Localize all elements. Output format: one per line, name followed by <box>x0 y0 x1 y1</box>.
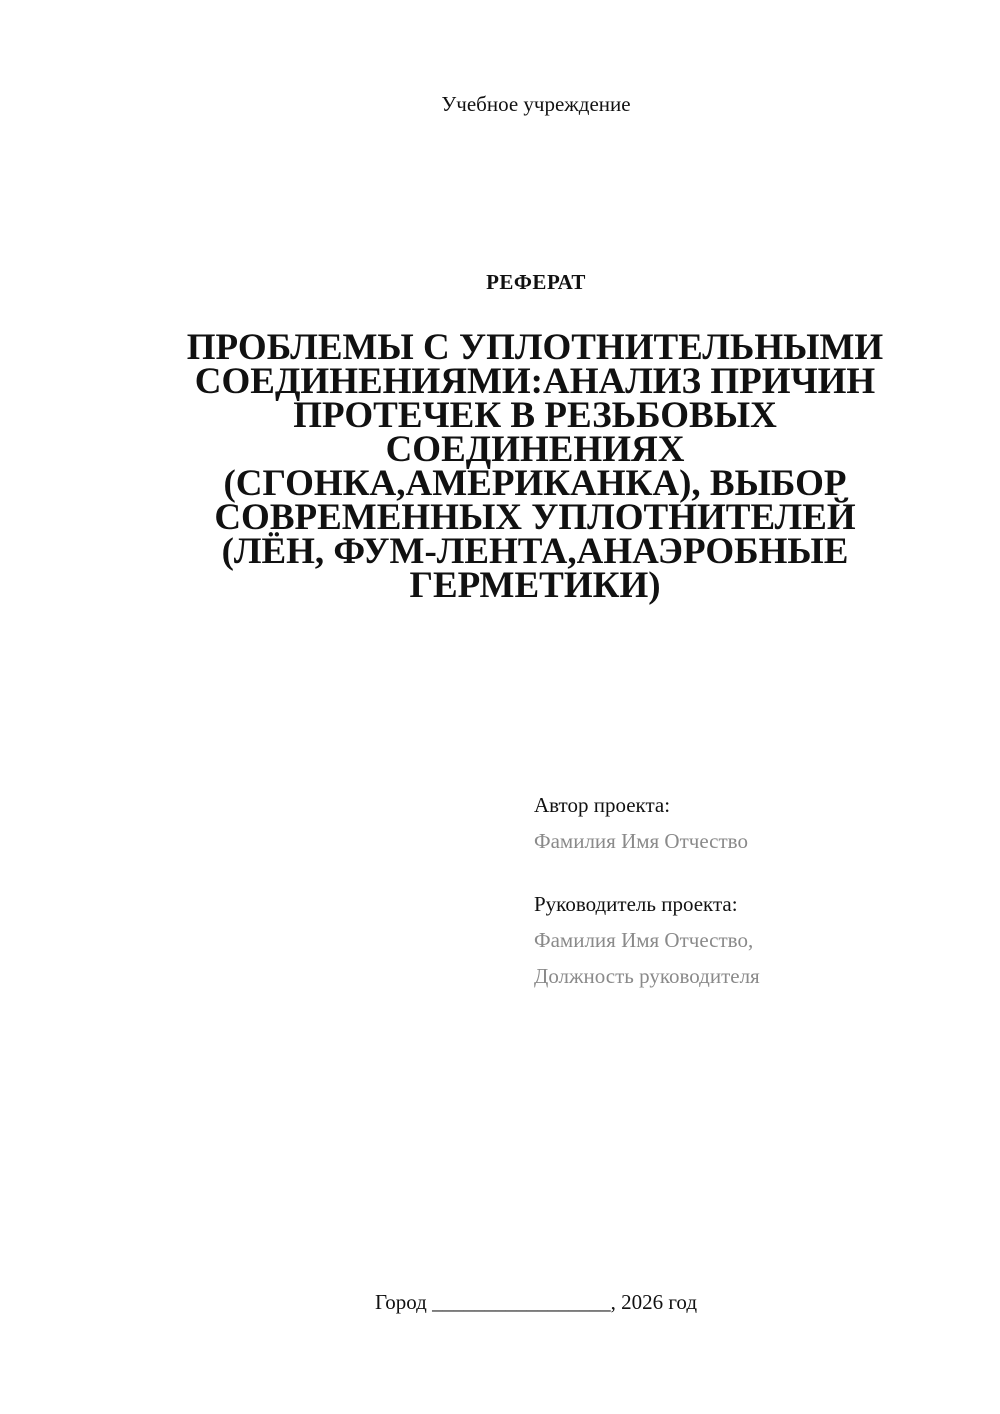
title-line: (СГОНКА,АМЕРИКАНКА), ВЫБОР <box>223 463 847 504</box>
supervisor-label: Руководитель проекта: <box>534 892 738 916</box>
document-type: РЕФЕРАТ <box>486 270 586 294</box>
institution-name: Учебное учреждение <box>441 92 631 116</box>
title-line: СОЕДИНЕНИЯХ <box>385 429 685 470</box>
author-label: Автор проекта: <box>534 793 671 817</box>
title-line: (ЛЁН, ФУМ-ЛЕНТА,АНАЭРОБНЫЕ <box>221 531 849 572</box>
title-line: ГЕРМЕТИКИ) <box>409 565 661 606</box>
author-name: Фамилия Имя Отчество <box>534 829 748 853</box>
title-line: СОЕДИНЕНИЯМИ:АНАЛИЗ ПРИЧИН <box>194 361 876 402</box>
credits-block <box>534 787 760 994</box>
title-line: ПРОТЕЧЕК В РЕЗЬБОВЫХ <box>293 395 777 436</box>
document-title <box>150 327 920 606</box>
supervisor-name: Фамилия Имя Отчество, <box>534 928 754 952</box>
credits-spacer <box>534 859 760 886</box>
title-line: СОВРЕМЕННЫХ УПЛОТНИТЕЛЕЙ <box>214 497 856 538</box>
city-year-footer: Город _________________, 2026 год <box>374 1290 698 1314</box>
title-line: ПРОБЛЕМЫ С УПЛОТНИТЕЛЬНЫМИ <box>186 327 884 368</box>
supervisor-position: Должность руководителя <box>534 964 760 988</box>
